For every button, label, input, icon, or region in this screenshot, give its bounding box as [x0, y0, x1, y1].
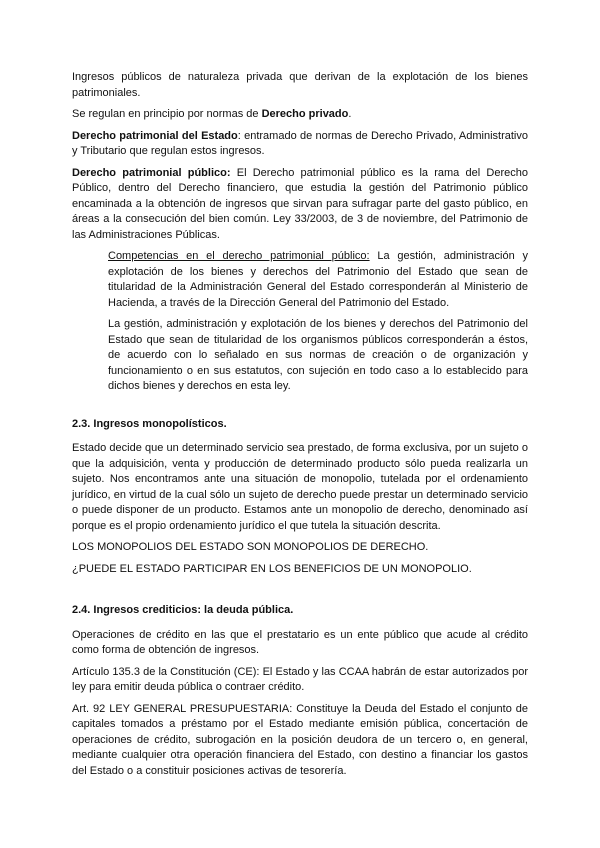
paragraph-monopolio: Estado decide que un determinado servicio sea prestado, de forma exclusiva, por un sujeto o que la adquisición, venta y producción de determinado producto sólo pueda realizarla un sujeto. Nos encontramos ante una situación de monopolio, tutelada por el ordenamiento jurídico, en virtud de la cual sólo un sujeto de derecho puede prestar un determinado servicio o puede disponer de un producto. Estamos ante un monopolio de derecho, denominado así porque es el propio ordenamiento jurídico el que tutela la situación descrita.	[72, 442, 528, 532]
text: La gestión, administración y explotación de los bienes y derechos del Patrimonio del Estado que sean de titularidad de la Administración General del Estado corresponderán al Ministerio de Hacienda, a través de la Dirección General del Patrimonio del Estado.	[108, 250, 528, 309]
paragraph-derecho-patrimonial-publico	[72, 166, 528, 244]
document-body	[72, 70, 528, 785]
underlined-term: Competencias en el derecho patrimonial público:	[108, 250, 370, 262]
section-heading-ingresos-crediticios: 2.4. Ingresos crediticios: la deuda pública.	[72, 604, 294, 616]
paragraph-gestion-organismos: La gestión, administración y explotación de los bienes y derechos del Patrimonio del Estado que sean de titularidad de los organismos públicos corresponderán a éstos, de acuerdo con lo señalado en sus normas de creación o de organización y funcionamiento o en sus estatutos, con sujeción en todo caso a lo establecido para dichos bienes y derechos en esta ley.	[108, 318, 528, 392]
text: : entramado de normas de Derecho Privado, Administrativo y Tributario que regulan estos ingresos.	[72, 129, 528, 157]
spacer	[72, 583, 528, 603]
paragraph-ingresos-privados: Ingresos públicos de naturaleza privada que derivan de la explotación de los bienes patrimoniales.	[72, 71, 528, 99]
paragraph-operaciones-credito: Operaciones de crédito en las que el prestatario es un ente público que acude al crédito como forma de obtención de ingresos.	[72, 628, 528, 656]
paragraph-monopolios-derecho: LOS MONOPOLIOS DEL ESTADO SON MONOPOLIOS DE DERECHO.	[72, 541, 429, 553]
section-heading-ingresos-monopolisticos: 2.3. Ingresos monopolísticos.	[72, 417, 227, 430]
paragraph-articulo-135: Artículo 135.3 de la Constitución (CE): El Estado y las CCAA habrán de estar autorizados por ley para emitir deuda pública o contraer crédito.	[72, 665, 528, 693]
text-end: .	[348, 108, 352, 120]
text: Se regulan en principio por normas de	[72, 108, 262, 120]
bold-term: Derecho patrimonial del Estado	[72, 129, 238, 142]
spacer	[72, 401, 528, 417]
paragraph-art-92: Art. 92 LEY GENERAL PRESUPUESTARIA: Constituye la Deuda del Estado el conjunto de capitales tomados a préstamo por el Estado mediante emisión pública, concertación de operaciones de crédito, subrogación en la posición deudora de un tercero o, en general, mediante cualquier otra operación financiera del Estado, con destino a financiar los gastos del Estado o a constituir posiciones activas de tesorería.	[72, 702, 528, 777]
paragraph-pregunta-monopolio: ¿PUEDE EL ESTADO PARTICIPAR EN LOS BENEFICIOS DE UN MONOPOLIO.	[72, 562, 472, 575]
paragraph-derecho-privado	[72, 107, 528, 123]
bold-term: Derecho patrimonial público:	[72, 166, 231, 179]
bold-term: Derecho privado	[261, 108, 349, 120]
paragraph-derecho-patrimonial-estado	[72, 129, 528, 160]
paragraph-competencias	[108, 249, 528, 311]
text: El Derecho patrimonial público es la rama del Derecho Público, dentro del Derecho financiero, que estudia la gestión del Patrimonio público encaminada a la obtención de ingresos que sirvan para sufragar parte del gasto público, en áreas a la consecución del bien común. Ley 33/2003, de 3 de noviembre, del Patrimonio de las Administraciones Públicas.	[72, 166, 528, 241]
